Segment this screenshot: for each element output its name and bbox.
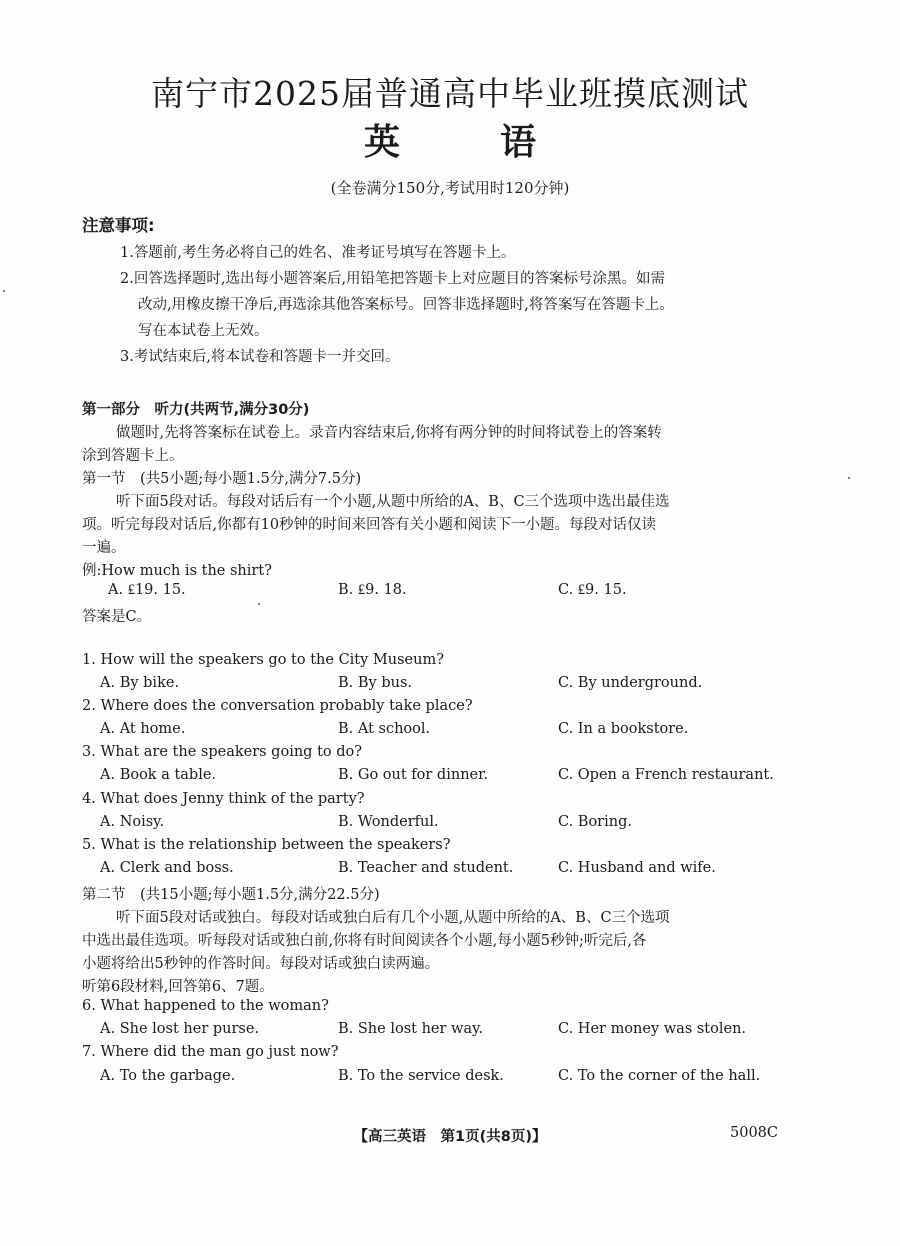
note-item: 写在本试卷上无效。 — [138, 323, 269, 339]
section2-instructions: 小题将给出5秒钟的作答时间。每段对话或独白读两遍。 — [82, 956, 440, 972]
q3-option-b: B. Go out for dinner. — [338, 767, 489, 783]
q3-option-c: C. Open a French restaurant. — [558, 767, 774, 783]
q4-option-b: B. Wonderful. — [338, 814, 439, 830]
question-7: 7. Where did the man go just now? — [82, 1044, 339, 1060]
example-question: 例:How much is the shirt? — [82, 563, 272, 579]
q1-option-b: B. By bus. — [338, 675, 413, 691]
section2-instructions: 听下面5段对话或独白。每段对话或独白后有几个小题,从题中所给的A、B、C三个选项 — [116, 910, 670, 926]
footer-label: 【高三英语 第1页(共8页)】 — [353, 1129, 547, 1145]
section1-instructions: 一遍。 — [82, 540, 126, 556]
q2-option-c: C. In a bookstore. — [558, 721, 689, 737]
subject-title — [0, 114, 900, 165]
q1-option-a: A. By bike. — [100, 675, 180, 691]
note-item: 2.回答选择题时,选出每小题答案后,用铅笔把答题卡上对应题目的答案标号涂黑。如需 — [120, 271, 666, 287]
q6-option-c: C. Her money was stolen. — [558, 1021, 747, 1037]
example-answer: 答案是C。 — [82, 609, 152, 625]
q2-option-b: B. At school. — [338, 721, 431, 737]
q5-option-b: B. Teacher and student. — [338, 860, 514, 876]
question-5: 5. What is the relationship between the speakers? — [82, 837, 451, 853]
notes-heading: 注意事项: — [82, 216, 155, 235]
part1-intro: 涂到答题卡上。 — [82, 448, 184, 464]
q5-option-c: C. Husband and wife. — [558, 860, 716, 876]
q1-option-c: C. By underground. — [558, 675, 703, 691]
part1-heading: 第一部分 听力(共两节,满分30分) — [82, 402, 310, 418]
q7-option-b: B. To the service desk. — [338, 1068, 504, 1084]
question-3: 3. What are the speakers going to do? — [82, 744, 363, 760]
q6-option-a: A. She lost her purse. — [100, 1021, 260, 1037]
note-item: 1.答题前,考生务必将自己的姓名、准考证号填写在答题卡上。 — [120, 245, 516, 261]
part1-intro: 做题时,先将答案标在试卷上。录音内容结束后,你将有两分钟的时间将试卷上的答案转 — [116, 425, 662, 441]
q7-option-c: C. To the corner of the hall. — [558, 1068, 761, 1084]
example-option-b: B. ₤9. 18. — [338, 582, 407, 598]
material-6-instructions: 听第6段材料,回答第6、7题。 — [82, 979, 274, 995]
scan-speck — [848, 477, 850, 479]
section1-instructions: 项。听完每段对话后,你都有10秒钟的时间来回答有关小题和阅读下一小题。每段对话仅读 — [82, 517, 657, 533]
note-item: 改动,用橡皮擦干净后,再选涂其他答案标号。回答非选择题时,将答案写在答题卡上。 — [138, 297, 674, 313]
score-time-note: (全卷满分150分,考试用时120分钟) — [330, 179, 570, 197]
scan-speck — [3, 290, 5, 292]
q3-option-a: A. Book a table. — [100, 767, 217, 783]
paper-code: 5008C — [730, 1125, 778, 1141]
question-2: 2. Where does the conversation probably take place? — [82, 698, 473, 714]
note-item: 3.考试结束后,将本试卷和答题卡一并交回。 — [120, 349, 400, 365]
section1-instructions: 听下面5段对话。每段对话后有一个小题,从题中所给的A、B、C三个选项中选出最佳选 — [116, 494, 670, 510]
q2-option-a: A. At home. — [100, 721, 186, 737]
subject-char-1: 英 — [363, 122, 400, 163]
scan-speck — [258, 603, 260, 605]
section2-heading: 第二节 (共15小题;每小题1.5分,满分22.5分) — [82, 887, 380, 903]
section1-heading: 第一节 (共5小题;每小题1.5分,满分7.5分) — [82, 471, 362, 487]
question-4: 4. What does Jenny think of the party? — [82, 791, 365, 807]
example-option-a: A. ₤19. 15. — [108, 582, 186, 598]
example-option-c: C. ₤9. 15. — [558, 582, 627, 598]
q4-option-a: A. Noisy. — [100, 814, 165, 830]
q4-option-c: C. Boring. — [558, 814, 632, 830]
question-6: 6. What happened to the woman? — [82, 998, 329, 1014]
q5-option-a: A. Clerk and boss. — [100, 860, 234, 876]
question-1: 1. How will the speakers go to the City Museum? — [82, 652, 444, 668]
q7-option-a: A. To the garbage. — [100, 1068, 236, 1084]
q6-option-b: B. She lost her way. — [338, 1021, 483, 1037]
section2-instructions: 中选出最佳选项。听每段对话或独白前,你将有时间阅读各个小题,每小题5秒钟;听完后,各 — [82, 933, 647, 949]
exam-title: 南宁市2025届普通高中毕业班摸底测试 — [151, 74, 749, 113]
subject-char-2: 语 — [500, 122, 537, 163]
